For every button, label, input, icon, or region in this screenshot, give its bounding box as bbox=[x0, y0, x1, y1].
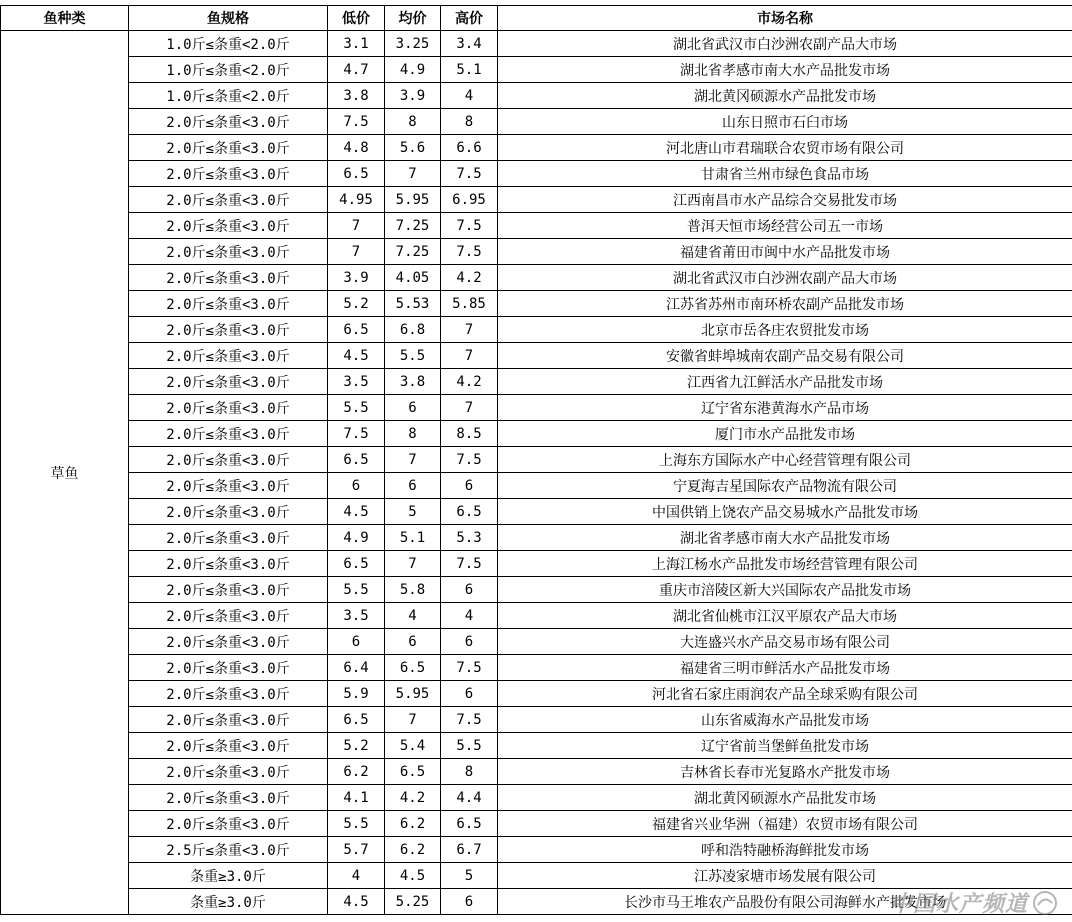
watermark-text: 中国水产频道 bbox=[889, 892, 1028, 917]
market-cell: 普洱天恒市场经营公司五一市场 bbox=[498, 213, 1072, 239]
avg-price-cell: 8 bbox=[385, 421, 441, 447]
watermark-logo-icon bbox=[1032, 890, 1058, 916]
avg-price-cell: 7 bbox=[385, 447, 441, 473]
spec-cell: 1.0斤≤条重<2.0斤 bbox=[129, 31, 328, 57]
high-price-cell: 7.5 bbox=[441, 213, 498, 239]
table-row bbox=[1, 135, 1072, 161]
spec-cell: 2.0斤≤条重<3.0斤 bbox=[129, 473, 328, 499]
market-cell: 重庆市涪陵区新大兴国际农产品批发市场 bbox=[498, 577, 1072, 603]
low-price-cell: 7.5 bbox=[328, 421, 385, 447]
table-row bbox=[1, 343, 1072, 369]
high-price-cell: 5.85 bbox=[441, 291, 498, 317]
market-cell: 中国供销上饶农产品交易城水产品批发市场 bbox=[498, 499, 1072, 525]
market-cell: 宁夏海吉星国际农产品物流有限公司 bbox=[498, 473, 1072, 499]
high-price-cell: 8.5 bbox=[441, 421, 498, 447]
spec-cell: 2.0斤≤条重<3.0斤 bbox=[129, 421, 328, 447]
avg-price-cell: 5.95 bbox=[385, 681, 441, 707]
avg-price-cell: 6 bbox=[385, 395, 441, 421]
low-price-cell: 4.95 bbox=[328, 187, 385, 213]
table-body bbox=[1, 31, 1072, 915]
table-row bbox=[1, 265, 1072, 291]
high-price-cell: 7.5 bbox=[441, 707, 498, 733]
spec-cell: 2.0斤≤条重<3.0斤 bbox=[129, 629, 328, 655]
spec-cell: 2.0斤≤条重<3.0斤 bbox=[129, 525, 328, 551]
low-price-cell: 5.5 bbox=[328, 395, 385, 421]
market-cell: 吉林省长春市光复路水产批发市场 bbox=[498, 759, 1072, 785]
table-row bbox=[1, 447, 1072, 473]
table-row bbox=[1, 161, 1072, 187]
high-price-cell: 5.3 bbox=[441, 525, 498, 551]
high-price-cell: 7 bbox=[441, 395, 498, 421]
avg-price-cell: 6 bbox=[385, 473, 441, 499]
market-cell: 江苏省苏州市南环桥农副产品批发市场 bbox=[498, 291, 1072, 317]
avg-price-cell: 5 bbox=[385, 499, 441, 525]
low-price-cell: 6.5 bbox=[328, 551, 385, 577]
spec-cell: 2.0斤≤条重<3.0斤 bbox=[129, 733, 328, 759]
table-row bbox=[1, 603, 1072, 629]
high-price-cell: 4 bbox=[441, 83, 498, 109]
avg-price-cell: 6.2 bbox=[385, 811, 441, 837]
high-price-cell: 8 bbox=[441, 109, 498, 135]
avg-price-cell: 5.25 bbox=[385, 889, 441, 915]
high-price-cell: 7.5 bbox=[441, 239, 498, 265]
spec-cell: 2.0斤≤条重<3.0斤 bbox=[129, 577, 328, 603]
table-row bbox=[1, 863, 1072, 889]
header-high: 高价 bbox=[441, 6, 498, 31]
avg-price-cell: 4.9 bbox=[385, 57, 441, 83]
low-price-cell: 3.8 bbox=[328, 83, 385, 109]
avg-price-cell: 6.8 bbox=[385, 317, 441, 343]
high-price-cell: 4 bbox=[441, 603, 498, 629]
high-price-cell: 4.2 bbox=[441, 369, 498, 395]
table-row bbox=[1, 109, 1072, 135]
low-price-cell: 3.1 bbox=[328, 31, 385, 57]
spec-cell: 2.0斤≤条重<3.0斤 bbox=[129, 187, 328, 213]
table-row bbox=[1, 369, 1072, 395]
high-price-cell: 6 bbox=[441, 473, 498, 499]
high-price-cell: 7.5 bbox=[441, 161, 498, 187]
spec-cell: 2.5斤≤条重<3.0斤 bbox=[129, 837, 328, 863]
market-cell: 山东省威海水产品批发市场 bbox=[498, 707, 1072, 733]
market-cell: 北京市岳各庄农贸批发市场 bbox=[498, 317, 1072, 343]
market-cell: 辽宁省前当堡鲜鱼批发市场 bbox=[498, 733, 1072, 759]
table-row bbox=[1, 31, 1072, 57]
market-cell: 湖北黄冈硕源水产品批发市场 bbox=[498, 785, 1072, 811]
low-price-cell: 6.5 bbox=[328, 317, 385, 343]
table-row bbox=[1, 707, 1072, 733]
table-row bbox=[1, 291, 1072, 317]
spec-cell: 2.0斤≤条重<3.0斤 bbox=[129, 343, 328, 369]
table-row bbox=[1, 629, 1072, 655]
market-cell: 江西南昌市水产品综合交易批发市场 bbox=[498, 187, 1072, 213]
header-market: 市场名称 bbox=[498, 6, 1072, 31]
avg-price-cell: 5.8 bbox=[385, 577, 441, 603]
market-cell: 甘肃省兰州市绿色食品市场 bbox=[498, 161, 1072, 187]
watermark bbox=[890, 887, 1058, 918]
spec-cell: 2.0斤≤条重<3.0斤 bbox=[129, 109, 328, 135]
spec-cell: 1.0斤≤条重<2.0斤 bbox=[129, 83, 328, 109]
low-price-cell: 4 bbox=[328, 863, 385, 889]
high-price-cell: 6.95 bbox=[441, 187, 498, 213]
avg-price-cell: 6.5 bbox=[385, 655, 441, 681]
avg-price-cell: 7.25 bbox=[385, 213, 441, 239]
avg-price-cell: 8 bbox=[385, 109, 441, 135]
avg-price-cell: 4 bbox=[385, 603, 441, 629]
low-price-cell: 4.5 bbox=[328, 889, 385, 915]
spec-cell: 2.0斤≤条重<3.0斤 bbox=[129, 135, 328, 161]
high-price-cell: 6 bbox=[441, 889, 498, 915]
table-row bbox=[1, 239, 1072, 265]
table-row bbox=[1, 499, 1072, 525]
low-price-cell: 6.5 bbox=[328, 707, 385, 733]
avg-price-cell: 3.8 bbox=[385, 369, 441, 395]
market-cell: 福建省莆田市闽中水产品批发市场 bbox=[498, 239, 1072, 265]
avg-price-cell: 5.95 bbox=[385, 187, 441, 213]
low-price-cell: 6.5 bbox=[328, 161, 385, 187]
avg-price-cell: 6.2 bbox=[385, 837, 441, 863]
table-row bbox=[1, 785, 1072, 811]
low-price-cell: 3.9 bbox=[328, 265, 385, 291]
avg-price-cell: 6.5 bbox=[385, 759, 441, 785]
spec-cell: 2.0斤≤条重<3.0斤 bbox=[129, 239, 328, 265]
table-row bbox=[1, 57, 1072, 83]
high-price-cell: 3.4 bbox=[441, 31, 498, 57]
low-price-cell: 6.5 bbox=[328, 447, 385, 473]
species-cell: 草鱼 bbox=[1, 31, 129, 915]
avg-price-cell: 7 bbox=[385, 161, 441, 187]
high-price-cell: 6 bbox=[441, 629, 498, 655]
high-price-cell: 7 bbox=[441, 343, 498, 369]
market-cell: 辽宁省东港黄海水产品市场 bbox=[498, 395, 1072, 421]
spec-cell: 2.0斤≤条重<3.0斤 bbox=[129, 265, 328, 291]
market-cell: 上海江杨水产品批发市场经营管理有限公司 bbox=[498, 551, 1072, 577]
low-price-cell: 5.9 bbox=[328, 681, 385, 707]
market-cell: 厦门市水产品批发市场 bbox=[498, 421, 1072, 447]
avg-price-cell: 5.53 bbox=[385, 291, 441, 317]
high-price-cell: 4.4 bbox=[441, 785, 498, 811]
high-price-cell: 5.5 bbox=[441, 733, 498, 759]
spec-cell: 2.0斤≤条重<3.0斤 bbox=[129, 395, 328, 421]
header-spec: 鱼规格 bbox=[129, 6, 328, 31]
table-row bbox=[1, 187, 1072, 213]
table-row bbox=[1, 473, 1072, 499]
low-price-cell: 3.5 bbox=[328, 369, 385, 395]
market-cell: 江苏凌家塘市场发展有限公司 bbox=[498, 863, 1072, 889]
table-row bbox=[1, 83, 1072, 109]
header-species: 鱼种类 bbox=[1, 6, 129, 31]
table-row bbox=[1, 733, 1072, 759]
table-row bbox=[1, 811, 1072, 837]
table-row bbox=[1, 525, 1072, 551]
header-avg: 均价 bbox=[385, 6, 441, 31]
table-row bbox=[1, 395, 1072, 421]
market-cell: 湖北省仙桃市江汉平原农产品大市场 bbox=[498, 603, 1072, 629]
high-price-cell: 5 bbox=[441, 863, 498, 889]
low-price-cell: 5.2 bbox=[328, 291, 385, 317]
spec-cell: 2.0斤≤条重<3.0斤 bbox=[129, 447, 328, 473]
low-price-cell: 4.1 bbox=[328, 785, 385, 811]
low-price-cell: 5.7 bbox=[328, 837, 385, 863]
market-cell: 湖北省孝感市南大水产品批发市场 bbox=[498, 525, 1072, 551]
high-price-cell: 6 bbox=[441, 577, 498, 603]
market-cell: 湖北省武汉市白沙洲农副产品大市场 bbox=[498, 265, 1072, 291]
low-price-cell: 7 bbox=[328, 239, 385, 265]
header-low: 低价 bbox=[328, 6, 385, 31]
low-price-cell: 6.4 bbox=[328, 655, 385, 681]
market-cell: 长沙市马王堆农产品股份有限公司海鲜水产批发市场 bbox=[498, 889, 1072, 915]
low-price-cell: 6 bbox=[328, 629, 385, 655]
table-row bbox=[1, 759, 1072, 785]
table-row bbox=[1, 681, 1072, 707]
high-price-cell: 7.5 bbox=[441, 655, 498, 681]
market-cell: 湖北省武汉市白沙洲农副产品大市场 bbox=[498, 31, 1072, 57]
avg-price-cell: 5.5 bbox=[385, 343, 441, 369]
table-row bbox=[1, 551, 1072, 577]
high-price-cell: 6.6 bbox=[441, 135, 498, 161]
low-price-cell: 4.9 bbox=[328, 525, 385, 551]
spec-cell: 2.0斤≤条重<3.0斤 bbox=[129, 603, 328, 629]
market-cell: 江西省九江鲜活水产品批发市场 bbox=[498, 369, 1072, 395]
high-price-cell: 5.1 bbox=[441, 57, 498, 83]
spec-cell: 2.0斤≤条重<3.0斤 bbox=[129, 213, 328, 239]
low-price-cell: 5.5 bbox=[328, 577, 385, 603]
avg-price-cell: 4.05 bbox=[385, 265, 441, 291]
market-cell: 安徽省蚌埠城南农副产品交易有限公司 bbox=[498, 343, 1072, 369]
spec-cell: 2.0斤≤条重<3.0斤 bbox=[129, 369, 328, 395]
avg-price-cell: 7 bbox=[385, 551, 441, 577]
avg-price-cell: 5.1 bbox=[385, 525, 441, 551]
spec-cell: 2.0斤≤条重<3.0斤 bbox=[129, 551, 328, 577]
high-price-cell: 6 bbox=[441, 681, 498, 707]
low-price-cell: 7 bbox=[328, 213, 385, 239]
spec-cell: 1.0斤≤条重<2.0斤 bbox=[129, 57, 328, 83]
spec-cell: 2.0斤≤条重<3.0斤 bbox=[129, 759, 328, 785]
price-table bbox=[0, 5, 1072, 915]
table-row bbox=[1, 655, 1072, 681]
high-price-cell: 6.5 bbox=[441, 499, 498, 525]
market-cell: 上海东方国际水产中心经营管理有限公司 bbox=[498, 447, 1072, 473]
avg-price-cell: 4.2 bbox=[385, 785, 441, 811]
market-cell: 大连盛兴水产品交易市场有限公司 bbox=[498, 629, 1072, 655]
spec-cell: 2.0斤≤条重<3.0斤 bbox=[129, 785, 328, 811]
high-price-cell: 7 bbox=[441, 317, 498, 343]
market-cell: 呼和浩特融桥海鲜批发市场 bbox=[498, 837, 1072, 863]
low-price-cell: 6 bbox=[328, 473, 385, 499]
low-price-cell: 4.8 bbox=[328, 135, 385, 161]
low-price-cell: 5.5 bbox=[328, 811, 385, 837]
table-row bbox=[1, 837, 1072, 863]
avg-price-cell: 3.9 bbox=[385, 83, 441, 109]
avg-price-cell: 7.25 bbox=[385, 239, 441, 265]
high-price-cell: 7.5 bbox=[441, 551, 498, 577]
table-row bbox=[1, 317, 1072, 343]
avg-price-cell: 3.25 bbox=[385, 31, 441, 57]
market-cell: 河北省石家庄雨润农产品全球采购有限公司 bbox=[498, 681, 1072, 707]
high-price-cell: 6.5 bbox=[441, 811, 498, 837]
market-cell: 福建省兴业华洲（福建）农贸市场有限公司 bbox=[498, 811, 1072, 837]
spec-cell: 条重≥3.0斤 bbox=[129, 863, 328, 889]
low-price-cell: 4.5 bbox=[328, 343, 385, 369]
market-cell: 湖北黄冈硕源水产品批发市场 bbox=[498, 83, 1072, 109]
spec-cell: 2.0斤≤条重<3.0斤 bbox=[129, 707, 328, 733]
low-price-cell: 3.5 bbox=[328, 603, 385, 629]
avg-price-cell: 7 bbox=[385, 707, 441, 733]
market-cell: 山东日照市石臼市场 bbox=[498, 109, 1072, 135]
market-cell: 湖北省孝感市南大水产品批发市场 bbox=[498, 57, 1072, 83]
avg-price-cell: 5.4 bbox=[385, 733, 441, 759]
avg-price-cell: 5.6 bbox=[385, 135, 441, 161]
low-price-cell: 5.2 bbox=[328, 733, 385, 759]
header-row bbox=[1, 6, 1072, 31]
table-row bbox=[1, 577, 1072, 603]
table-row bbox=[1, 421, 1072, 447]
low-price-cell: 4.7 bbox=[328, 57, 385, 83]
low-price-cell: 6.2 bbox=[328, 759, 385, 785]
low-price-cell: 7.5 bbox=[328, 109, 385, 135]
spec-cell: 2.0斤≤条重<3.0斤 bbox=[129, 499, 328, 525]
spec-cell: 2.0斤≤条重<3.0斤 bbox=[129, 291, 328, 317]
low-price-cell: 4.5 bbox=[328, 499, 385, 525]
high-price-cell: 6.7 bbox=[441, 837, 498, 863]
table-row bbox=[1, 213, 1072, 239]
spec-cell: 2.0斤≤条重<3.0斤 bbox=[129, 317, 328, 343]
avg-price-cell: 4.5 bbox=[385, 863, 441, 889]
market-cell: 福建省三明市鲜活水产品批发市场 bbox=[498, 655, 1072, 681]
avg-price-cell: 6 bbox=[385, 629, 441, 655]
spec-cell: 2.0斤≤条重<3.0斤 bbox=[129, 655, 328, 681]
spec-cell: 条重≥3.0斤 bbox=[129, 889, 328, 915]
high-price-cell: 8 bbox=[441, 759, 498, 785]
spec-cell: 2.0斤≤条重<3.0斤 bbox=[129, 681, 328, 707]
high-price-cell: 7.5 bbox=[441, 447, 498, 473]
spec-cell: 2.0斤≤条重<3.0斤 bbox=[129, 811, 328, 837]
market-cell: 河北唐山市君瑞联合农贸市场有限公司 bbox=[498, 135, 1072, 161]
spec-cell: 2.0斤≤条重<3.0斤 bbox=[129, 161, 328, 187]
high-price-cell: 4.2 bbox=[441, 265, 498, 291]
